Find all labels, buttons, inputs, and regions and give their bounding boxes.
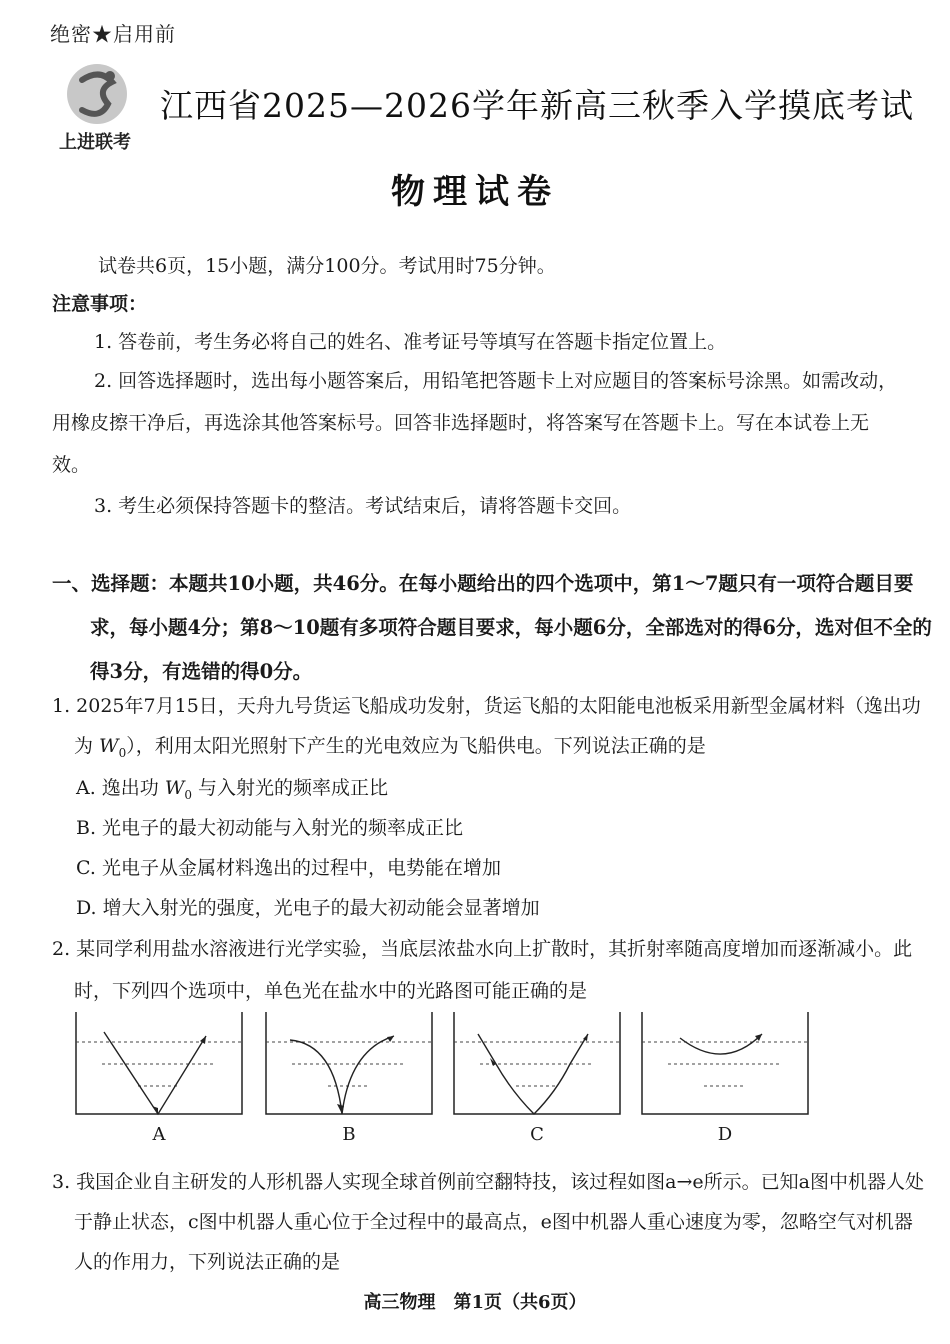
- light-path-figure-b: [264, 1010, 434, 1122]
- figure-label-b: B: [342, 1124, 356, 1145]
- page-footer: 高三物理 第1页（共6页）: [363, 1292, 587, 1313]
- exam-title: 江西省2025—2026学年新高三秋季入学摸底考试: [160, 86, 914, 125]
- question-1-option-c: C. 光电子从金属材料逸出的过程中，电势能在增加: [76, 857, 501, 879]
- light-path-figure-c: [452, 1010, 622, 1122]
- notice-item-2: 2. 回答选择题时，选出每小题答案后，用铅笔把答题卡上对应题目的答案标号涂黑。如需改动，用橡皮擦干净后，再选涂其他答案标号。回答非选择题时，将答案写在答题卡上。写在本试卷上无效。: [52, 370, 898, 476]
- section-heading: 一、选择题：本题共10小题，共46分。在每小题给出的四个选项中，第1～7题只有一项符合题目要求，每小题4分；第8～10题有多项符合题目要求，每小题6分，全部选对的得6分，选对但不全的得3分，有选错的得0分。: [52, 572, 932, 683]
- notice-item-1: 1. 答卷前，考生务必将自己的姓名、准考证号等填写在答题卡指定位置上。: [94, 331, 727, 353]
- question-1-option-a: A. 逸出功 $W_0$ 与入射光的频率成正比: [76, 777, 389, 802]
- notice-item-3: 3. 考生必须保持答题卡的整洁。考试结束后，请将答题卡交回。: [94, 495, 632, 517]
- question-2-stem: 2. 某同学利用盐水溶液进行光学实验，当底层浓盐水向上扩散时，其折射率随高度增加而逐渐减小。此时，下列四个选项中，单色光在盐水中的光路图可能正确的是: [52, 938, 913, 1002]
- question-3-stem: 3. 我国企业自主研发的人形机器人实现全球首例前空翻特技，该过程如图a→e所示。已知a图中机器人处于静止状态，c图中机器人重心位于全过程中的最高点，e图中机器人重心速度为零，忽略空气对机器人的作用力，下列说法正确的是: [52, 1171, 924, 1273]
- notice-heading: 注意事项：: [52, 293, 148, 315]
- confidential-mark: 绝密★启用前: [50, 22, 176, 46]
- exam-intro: 试卷共6页，15小题，满分100分。考试用时75分钟。: [98, 255, 556, 277]
- figure-label-a: A: [152, 1124, 166, 1145]
- light-path-figure-a: [74, 1010, 244, 1122]
- question-1-option-d: D. 增大入射光的强度，光电子的最大初动能会显著增加: [76, 897, 540, 919]
- figure-label-c: C: [530, 1124, 544, 1145]
- subject-title: 物理试卷: [391, 172, 559, 212]
- question-1-option-b: B. 光电子的最大初动能与入射光的频率成正比: [76, 817, 464, 839]
- question-1-stem: 1. 2025年7月15日，天舟九号货运飞船成功发射，货运飞船的太阳能电池板采用新型金属材料（逸出功为 $W_0$），利用太阳光照射下产生的光电效应为飞船供电。下列说法正确的是: [52, 695, 921, 760]
- light-path-figure-d: [640, 1010, 810, 1122]
- figure-label-d: D: [717, 1124, 733, 1145]
- logo-text: 上进联考: [59, 132, 131, 153]
